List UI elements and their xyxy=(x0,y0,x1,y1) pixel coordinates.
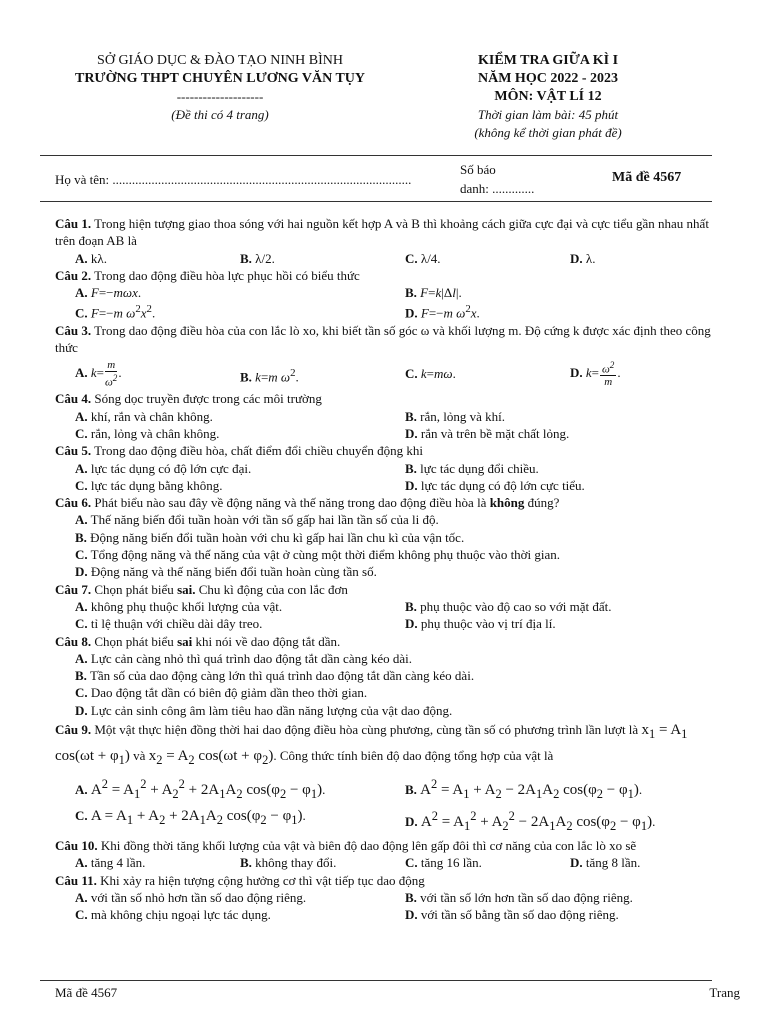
option-a: A. với tần số nhỏ hơn tần số dao động riêng. xyxy=(75,889,307,905)
option-b: B. k=m $\omega^2$. xyxy=(240,366,299,385)
student-id-field xyxy=(460,160,534,198)
option-b: B. Tần số của dao động càng lớn thì quá trình dao động tắt dần càng kéo dài. xyxy=(75,668,475,684)
questions xyxy=(55,215,715,923)
question-1-options xyxy=(55,250,715,267)
student-id-label: Số báo xyxy=(460,162,496,177)
option-c: C. lực tác dụng bằng không. xyxy=(75,477,223,493)
option-a: A. Thế năng biến đổi tuần hoàn với tần số gấp hai lần tần số của li độ. xyxy=(75,512,439,528)
option-b: B. với tần số lớn hơn tần số dao động riêng. xyxy=(405,889,633,905)
header-dashes: -------------------- xyxy=(176,89,264,104)
option-a: A. lực tác dụng có độ lớn cực đại. xyxy=(75,460,252,476)
option-c: C. tăng 16 lần. xyxy=(405,855,482,871)
option-d: D. với tần số bằng tần số dao động riêng. xyxy=(405,907,619,923)
question-3: Câu 3. Trong dao động điều hòa của con lắc lò xo, khi biết tần số góc ω và khối lượng m. Độ cứng k được xác định theo công thức xyxy=(55,323,711,356)
divider-mid xyxy=(40,201,712,202)
question-6: Câu 6. Phát biểu nào sau đây về động năng và thế năng trong dao động điều hòa là không đúng? xyxy=(55,495,560,511)
option-a: A. tăng 4 lần. xyxy=(75,855,146,871)
question-7-options-ab xyxy=(55,598,715,615)
student-id-dots: danh: ............. xyxy=(460,181,535,196)
footer-page-label: Trang xyxy=(709,985,740,1000)
option-b: B. $A^2 = A_1 + A_2 - 2A_1A_2$ $\cos(\varphi_2 - \varphi_1)$. xyxy=(405,777,643,801)
option-c: C. tỉ lệ thuận với chiều dài dây treo. xyxy=(75,616,263,632)
option-d: D. F=−m $\omega^2x$. xyxy=(405,303,480,321)
option-a: A. khí, rắn và chân không. xyxy=(75,408,213,424)
question-5: Câu 5. Trong dao động điều hòa, chất điểm đổi chiều chuyển động khi xyxy=(55,443,423,459)
pages-note: (Đề thi có 4 trang) xyxy=(171,107,269,122)
option-a: A. không phụ thuộc khối lượng của vật. xyxy=(75,598,283,614)
option-d: D. λ. xyxy=(570,250,596,266)
question-9-options-cd xyxy=(55,805,715,837)
option-b: B. F=k|Δl|. xyxy=(405,285,462,301)
option-b: B. lực tác dụng đổi chiều. xyxy=(405,460,539,476)
option-c: C. λ/4. xyxy=(405,250,441,266)
header-left xyxy=(40,52,400,124)
option-d: D. lực tác dụng có độ lớn cực tiểu. xyxy=(405,477,585,493)
question-11-options-ab xyxy=(55,889,715,906)
option-d: D. Lực cản sinh công âm làm tiêu hao dần năng lượng của vật dao động. xyxy=(75,702,453,718)
question-7: Câu 7. Chọn phát biểu sai. Chu kì động của con lắc đơn xyxy=(55,581,348,597)
option-a: A. k= $\frac{m}{\omega^2}$ . xyxy=(75,358,122,389)
question-9: Câu 9. Một vật thực hiện đồng thời hai dao động điều hòa cùng phương, cùng tần số có phương trình lần lượt là $x_1 = A_1$ $\cos(\omega t + \varphi_1)$ và $x_2 = A_2$ $\cos(\omega t + \varphi_2)$. Công thức tính biên độ dao động tổng hợp của vật là xyxy=(55,722,688,767)
question-11: Câu 11. Khi xảy ra hiện tượng cộng hưởng cơ thì vật tiếp tục dao động xyxy=(55,872,425,888)
option-d: D. phụ thuộc vào vị trí địa lí. xyxy=(405,616,556,632)
student-name-field: Họ và tên: ............................................................................................ xyxy=(55,172,412,187)
option-b: B. không thay đổi. xyxy=(240,855,337,871)
question-2: Câu 2. Trong dao động điều hòa lực phục hồi có biểu thức xyxy=(55,267,360,283)
question-7-options-cd xyxy=(55,615,715,632)
question-5-options-cd xyxy=(55,477,715,494)
question-9-options-ab xyxy=(55,773,715,805)
question-2-options-cd xyxy=(55,301,715,322)
question-4-options-cd xyxy=(55,425,715,442)
department-name: SỞ GIÁO DỤC & ĐÀO TẠO NINH BÌNH xyxy=(97,53,343,68)
question-11-options-cd xyxy=(55,906,715,923)
school-year: NĂM HỌC 2022 - 2023 xyxy=(478,71,618,86)
divider-top xyxy=(40,155,712,156)
header-right xyxy=(428,52,668,142)
question-1: Câu 1. Trong hiện tượng giao thoa sóng với hai nguồn kết hợp A và B thì khoảng cách giữa cực đại và cực tiểu gần nhau nhất trên đoạn AB là xyxy=(55,216,709,249)
option-b: B. rắn, lỏng và khí. xyxy=(405,408,506,424)
exam-time-note: (không kể thời gian phát đề) xyxy=(474,125,622,140)
option-c: C. k=mω. xyxy=(405,365,456,381)
footer-exam-code: Mã đề 4567 xyxy=(55,985,118,1000)
option-c: C. rắn, lỏng và chân không. xyxy=(75,425,220,441)
option-d: D. $A^2 = A_1^2 + A_2^2 - 2A_1A_2$ $\cos(\varphi_2 - \varphi_1)$. xyxy=(405,809,656,833)
option-c: C. Tổng động năng và thế năng của vật ở cùng một thời điểm không phụ thuộc vào thời gian. xyxy=(75,547,561,563)
option-a: A. kλ. xyxy=(75,250,107,266)
option-c: C. mà không chịu ngoại lực tác dụng. xyxy=(75,907,271,923)
option-d: D. tăng 8 lần. xyxy=(570,855,641,871)
exam-code: Mã đề 4567 xyxy=(612,170,682,185)
question-2-options-ab xyxy=(55,284,715,301)
option-c: C. $A = A_1 + A_2 + 2A_1A_2$ $\cos(\varphi_2 - \varphi_1)$. xyxy=(75,808,306,827)
option-b: B. λ/2. xyxy=(240,250,275,266)
subject: MÔN: VẬT LÍ 12 xyxy=(494,89,602,104)
question-10-options xyxy=(55,854,715,871)
option-d: D. rắn và trên bề mặt chất lỏng. xyxy=(405,425,570,441)
option-c: C. F=−m $\omega^2x^2$. xyxy=(75,303,156,321)
option-d: D. Động năng và thế năng biến đổi tuần hoàn cùng tần số. xyxy=(75,564,377,580)
option-c: C. Dao động tắt dần có biên độ giảm dần theo thời gian. xyxy=(75,685,368,701)
footer-divider xyxy=(40,980,712,981)
question-4-options-ab xyxy=(55,408,715,425)
option-d: D. k= $\frac{\omega^2}{m}$ . xyxy=(570,359,621,389)
question-3-options xyxy=(55,359,715,389)
question-4: Câu 4. Sóng dọc truyền được trong các môi trường xyxy=(55,391,322,407)
question-10: Câu 10. Khi đồng thời tăng khối lượng của vật và biên độ dao động lên gấp đôi thì cơ năng của con lắc lò xo sẽ xyxy=(55,838,637,853)
option-b: B. Động năng biến đổi tuần hoàn với chu kì gấp hai lần chu kì của vận tốc. xyxy=(75,529,465,545)
option-a: A. F=−mωx. xyxy=(75,285,142,301)
question-8: Câu 8. Chọn phát biểu sai khi nói về dao động tắt dần. xyxy=(55,633,341,649)
question-5-options-ab xyxy=(55,460,715,477)
school-name: TRƯỜNG THPT CHUYÊN LƯƠNG VĂN TỤY xyxy=(74,71,365,86)
exam-title: KIỂM TRA GIỮA KÌ I xyxy=(477,53,619,68)
exam-time: Thời gian làm bài: 45 phút xyxy=(477,107,619,122)
option-a: A. Lực cản càng nhỏ thì quá trình dao động tắt dần càng kéo dài. xyxy=(75,650,412,666)
option-b: B. phụ thuộc vào độ cao so với mặt đất. xyxy=(405,598,612,614)
option-a: A. $A^2 = A_1^2 + A_2^2 + 2A_1A_2$ $\cos(\varphi_2 - \varphi_1)$. xyxy=(75,777,326,801)
